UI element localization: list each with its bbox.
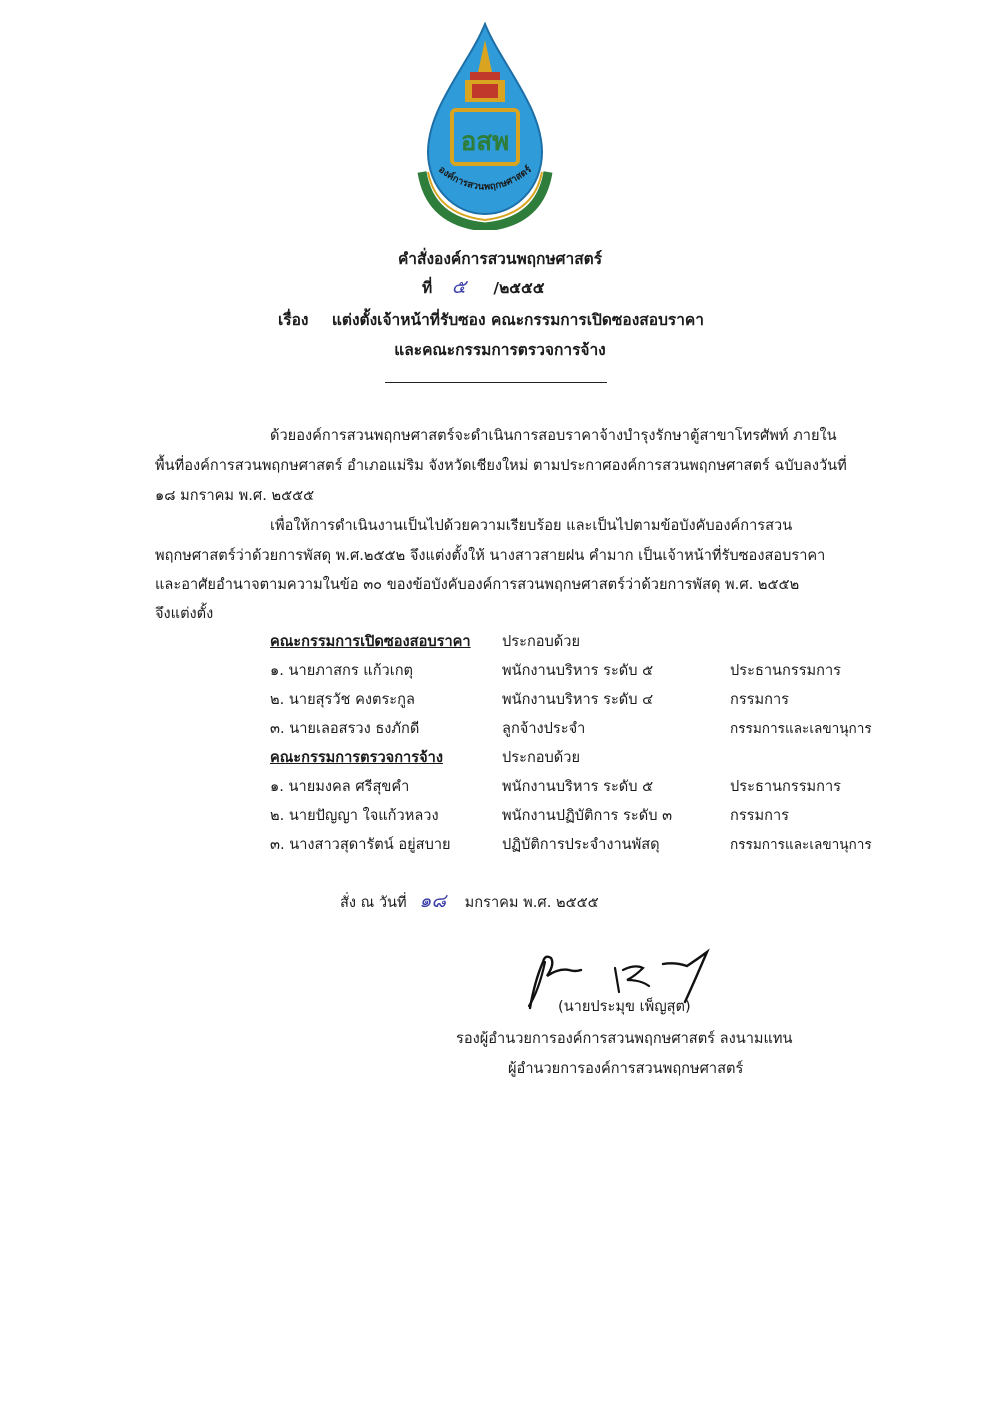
committee-2-member-3-role: กรรมการและเลขานุการ	[730, 837, 872, 853]
signatory-title-2: ผู้อำนวยการองค์การสวนพฤกษศาสตร์	[508, 1060, 744, 1077]
committee-2-member-2-role: กรรมการ	[730, 807, 790, 824]
subject-text-1: แต่งตั้งเจ้าหน้าที่รับซอง คณะกรรมการเปิดซองสอบราคา	[331, 311, 705, 329]
order-date	[340, 886, 599, 916]
paragraph-2-line-2: พฤกษศาสตร์ว่าด้วยการพัสดุ พ.ศ.๒๕๕๒ จึงแต่งตั้งให้ นางสาวสายฝน คำมาก เป็นเจ้าหน้าที่รับซองสอบราคา	[155, 547, 826, 564]
committee-2-suffix: ประกอบด้วย	[502, 749, 581, 766]
committee-2-member-3-name: ๓. นางสาวสุดารัตน์ อยู่สบาย	[270, 836, 451, 853]
order-date-rest: มกราคม พ.ศ. ๒๕๕๕	[464, 894, 599, 911]
subject-line	[278, 307, 704, 332]
paragraph-1-line-3: ๑๘ มกราคม พ.ศ. ๒๕๕๕	[155, 487, 315, 504]
subject-text-2: และคณะกรรมการตรวจการจ้าง	[394, 341, 606, 359]
header-divider	[385, 382, 607, 383]
committee-2-member-2-name: ๒. นายปัญญา ใจแก้วหลวง	[270, 807, 439, 824]
signatory-name: (นายประมุข เพ็ญสุต)	[558, 998, 691, 1015]
organization-logo	[410, 22, 560, 230]
committee-1-suffix: ประกอบด้วย	[502, 633, 581, 650]
order-number	[422, 272, 545, 302]
committee-1-member-2-position: พนักงานบริหาร ระดับ ๔	[502, 691, 654, 708]
committee-2-member-1-role: ประธานกรรมการ	[730, 778, 842, 795]
committee-1-heading: คณะกรรมการเปิดซองสอบราคา	[270, 633, 471, 650]
order-date-day-handwritten: ๑๘	[419, 890, 447, 912]
committee-1-member-3-role: กรรมการและเลขานุการ	[730, 721, 872, 737]
committee-1-member-1-position: พนักงานบริหาร ระดับ ๕	[502, 662, 654, 679]
committee-2-member-1-position: พนักงานบริหาร ระดับ ๕	[502, 778, 654, 795]
document-title: คำสั่งองค์การสวนพฤกษศาสตร์	[397, 250, 603, 268]
committee-2-heading: คณะกรรมการตรวจการจ้าง	[270, 749, 443, 766]
paragraph-1-line-1: ด้วยองค์การสวนพฤกษศาสตร์จะดำเนินการสอบราคาจ้างบำรุงรักษาตู้สาขาโทรศัพท์ ภายใน	[270, 427, 837, 444]
logo-caption: องค์การสวนพฤกษศาสตร์	[436, 164, 534, 193]
committee-1-member-2-name: ๒. นายสุรวัช คงตระกูล	[270, 691, 415, 708]
committee-1-member-1-role: ประธานกรรมการ	[730, 662, 842, 679]
order-number-suffix: /๒๕๕๕	[493, 279, 545, 297]
committee-1-member-2-role: กรรมการ	[730, 691, 790, 708]
signatory-title-1: รองผู้อำนวยการองค์การสวนพฤกษศาสตร์ ลงนามแทน	[456, 1030, 793, 1047]
committee-2-member-2-position: พนักงานปฏิบัติการ ระดับ ๓	[502, 807, 673, 824]
committee-2-member-1-name: ๑. นายมงคล ศรีสุขคำ	[270, 778, 410, 795]
committee-2-member-3-position: ปฏิบัติการประจำงานพัสดุ	[502, 836, 660, 853]
committee-1-member-1-name: ๑. นายภาสกร แก้วเกตุ	[270, 662, 414, 679]
committee-1-member-3-name: ๓. นายเลอสรวง ธงภักดี	[270, 720, 420, 737]
order-date-prefix: สั่ง ณ วันที่	[340, 894, 407, 911]
logo-emblem-text: อสพ	[460, 127, 510, 157]
order-number-prefix: ที่	[422, 279, 433, 297]
subject-label: เรื่อง	[278, 311, 309, 329]
committee-1-member-3-position: ลูกจ้างประจำ	[502, 720, 586, 737]
paragraph-2-line-3: และอาศัยอำนาจตามความในข้อ ๓๐ ของข้อบังคับองค์การสวนพฤกษศาสตร์ว่าด้วยการพัสดุ พ.ศ. ๒๕๕๒	[155, 576, 800, 593]
paragraph-2-line-4: จึงแต่งตั้ง	[155, 605, 214, 622]
order-number-handwritten: ๕	[451, 276, 467, 298]
paragraph-1-line-2: พื้นที่องค์การสวนพฤกษศาสตร์ อำเภอแม่ริม จังหวัดเชียงใหม่ ตามประกาศองค์การสวนพฤกษศาสตร์ ฉบับลงวันที่	[155, 457, 847, 474]
paragraph-2-line-1: เพื่อให้การดำเนินงานเป็นไปด้วยความเรียบร้อย และเป็นไปตามข้อบังคับองค์การสวน	[270, 517, 793, 534]
